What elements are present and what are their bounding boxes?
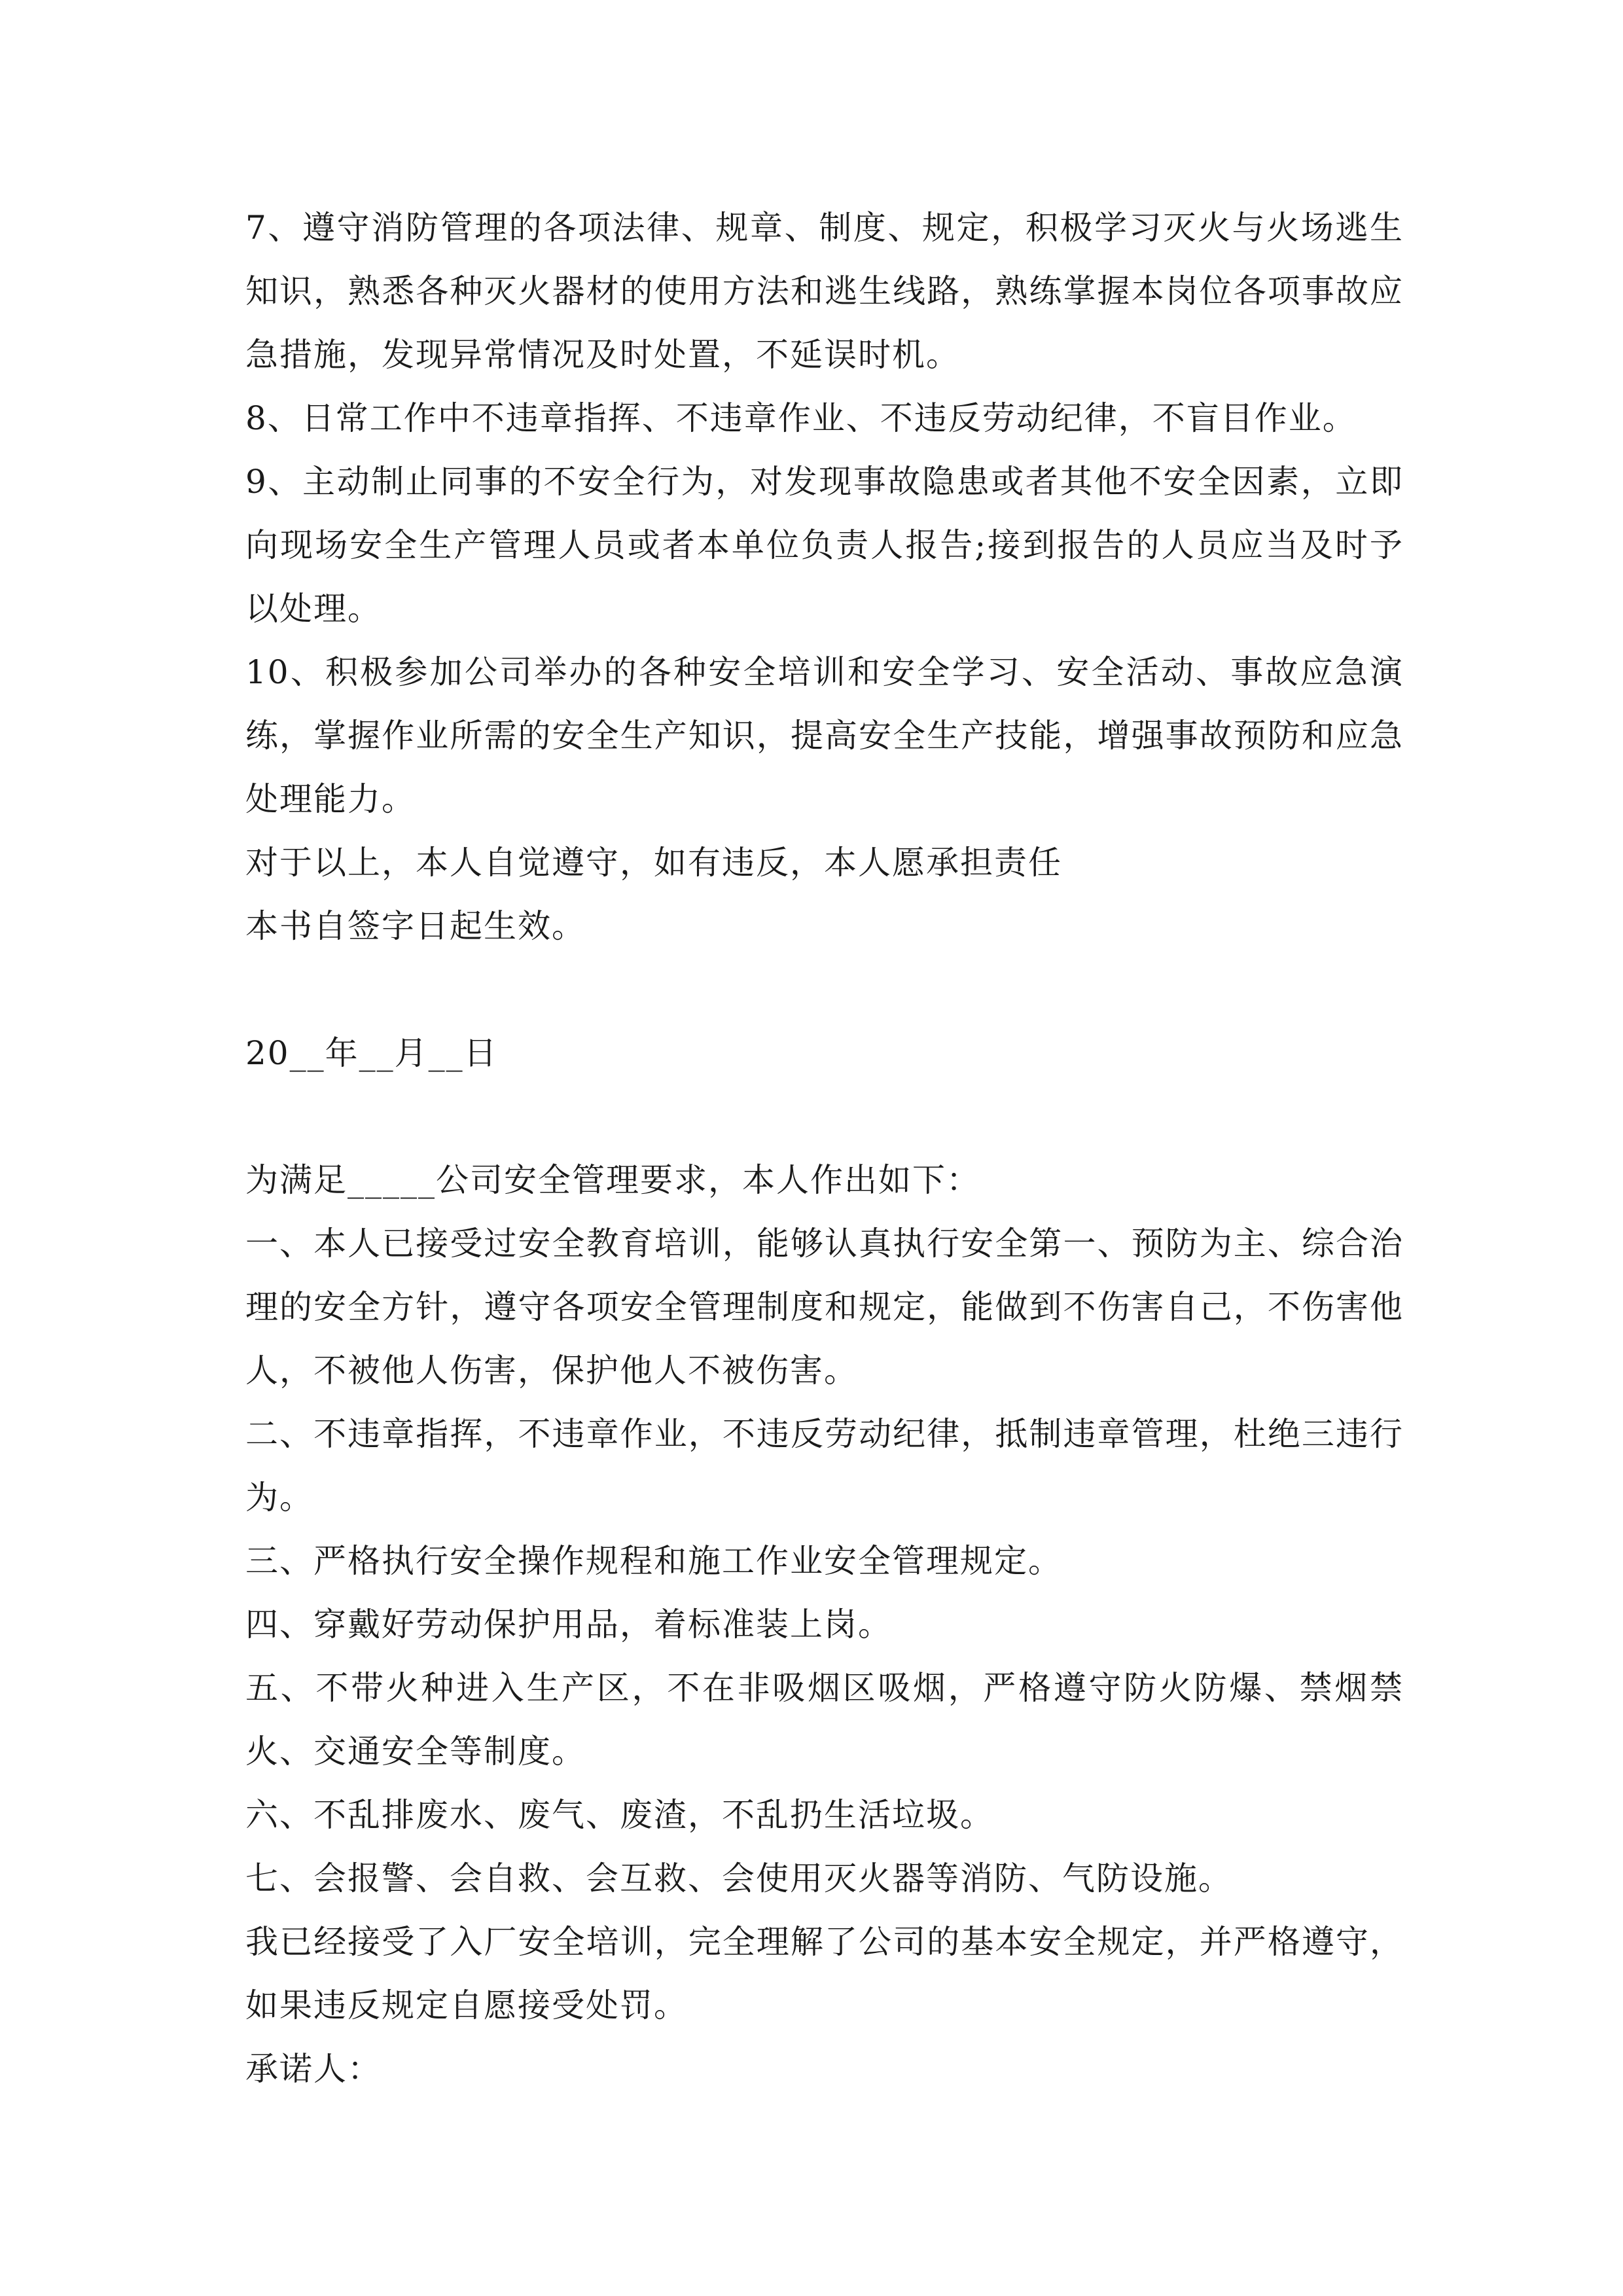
pledge-item-3: 三、严格执行安全操作规程和施工作业安全管理规定。 bbox=[245, 1542, 1062, 1580]
spacer bbox=[245, 1085, 1404, 1149]
effective-statement: 本书自签字日起生效。 bbox=[245, 907, 586, 945]
clause-9: 9、主动制止同事的不安全行为，对发现事故隐患或者其他不安全因素，立即向现场安全生产管理人员或者本单位负责人报告;接到报告的人员应当及时予以处理。 bbox=[245, 463, 1404, 628]
acknowledgement-statement: 我已经接受了入厂安全培训，完全理解了公司的基本安全规定，并严格遵守，如果违反规定自愿接受处罚。 bbox=[245, 1923, 1404, 2024]
date-line: 20__年__月__日 bbox=[245, 1034, 498, 1072]
document-body bbox=[245, 196, 1404, 2101]
intro-statement: 为满足_____公司安全管理要求，本人作出如下： bbox=[245, 1161, 980, 1199]
clause-7: 7、遵守消防管理的各项法律、规章、制度、规定，积极学习灭火与火场逃生知识，熟悉各种灭火器材的使用方法和逃生线路，熟练掌握本岗位各项事故应急措施，发现异常情况及时处置，不延误时机。 bbox=[245, 209, 1404, 374]
pledge-item-1: 一、本人已接受过安全教育培训，能够认真执行安全第一、预防为主、综合治理的安全方针，遵守各项安全管理制度和规定，能做到不伤害自己，不伤害他人，不被他人伤害，保护他人不被伤害。 bbox=[245, 1225, 1404, 1390]
signature-label: 承诺人： bbox=[245, 2050, 382, 2088]
spacer bbox=[245, 958, 1404, 1022]
pledge-item-6: 六、不乱排废水、废气、废渣，不乱扔生活垃圾。 bbox=[245, 1796, 994, 1834]
closing-statement: 对于以上，本人自觉遵守，如有违反，本人愿承担责任 bbox=[245, 844, 1062, 882]
clause-10: 10、积极参加公司举办的各种安全培训和安全学习、安全活动、事故应急演练，掌握作业所需的安全生产知识，提高安全生产技能，增强事故预防和应急处理能力。 bbox=[245, 653, 1404, 818]
pledge-item-2: 二、不违章指挥，不违章作业，不违反劳动纪律，抵制违章管理，杜绝三违行为。 bbox=[245, 1415, 1404, 1516]
pledge-item-4: 四、穿戴好劳动保护用品，着标准装上岗。 bbox=[245, 1605, 892, 1643]
clause-8: 8、日常工作中不违章指挥、不违章作业、不违反劳动纪律，不盲目作业。 bbox=[245, 399, 1357, 437]
pledge-item-7: 七、会报警、会自救、会互救、会使用灭火器等消防、气防设施。 bbox=[245, 1859, 1232, 1897]
pledge-item-5: 五、不带火种进入生产区，不在非吸烟区吸烟，严格遵守防火防爆、禁烟禁火、交通安全等制度。 bbox=[245, 1669, 1404, 1770]
